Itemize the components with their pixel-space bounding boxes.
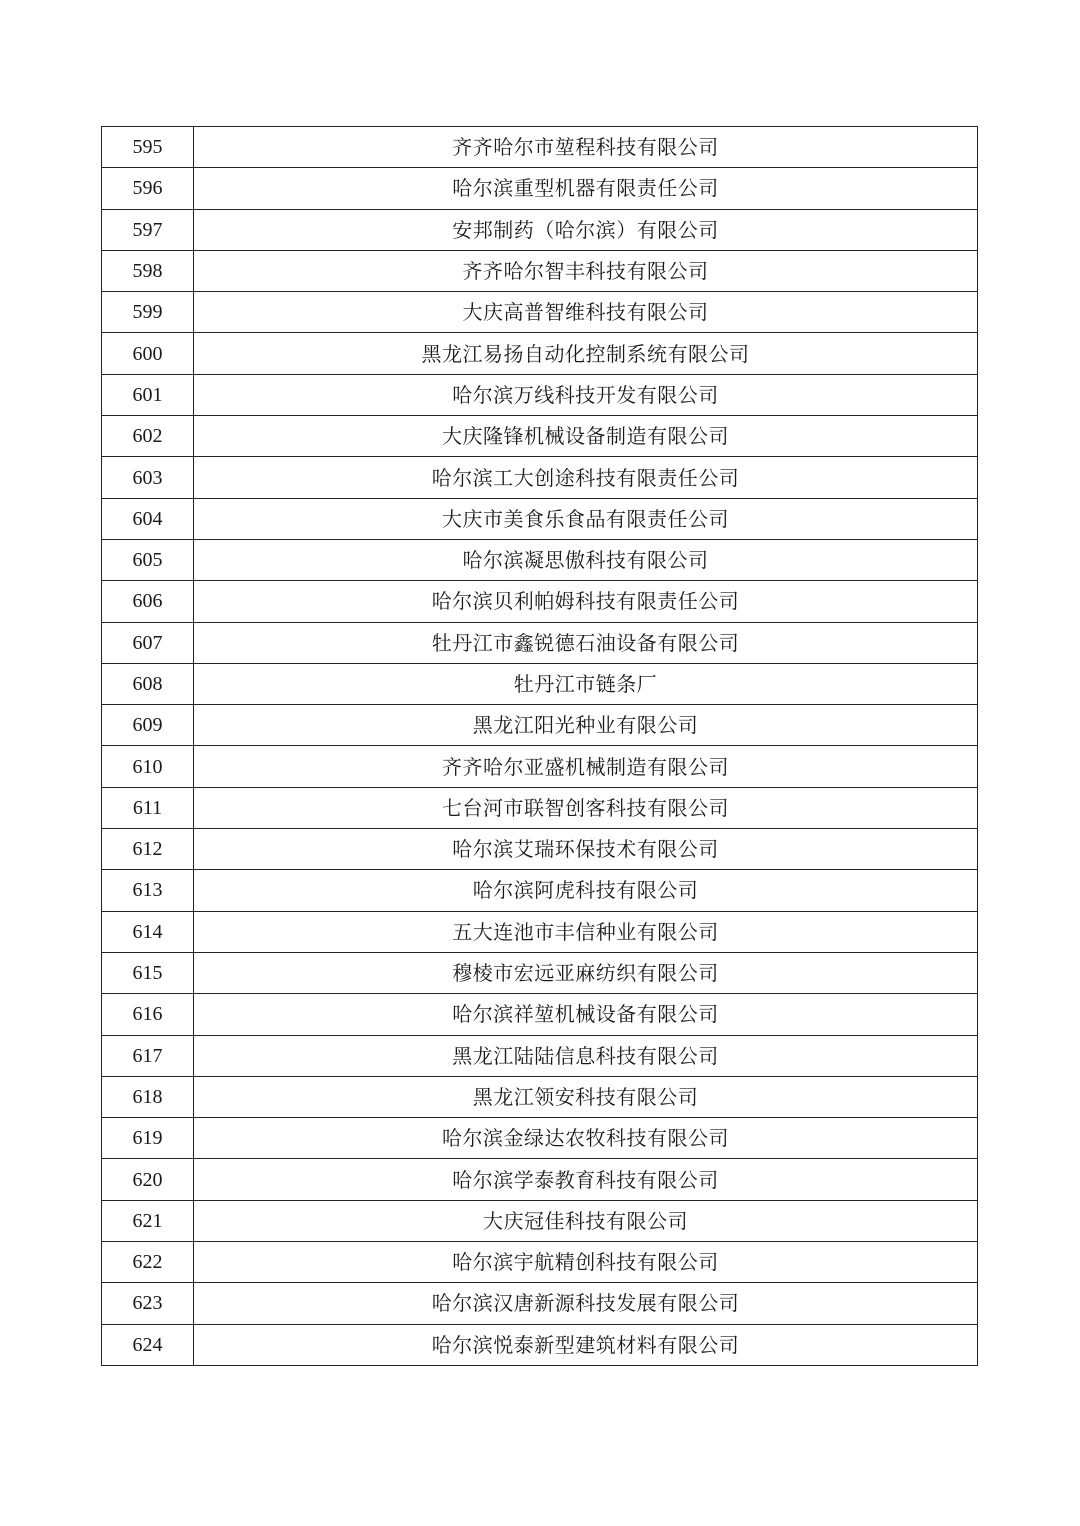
table-row: [102, 746, 978, 787]
table-row: [102, 1242, 978, 1283]
company-name: 大庆隆锋机械设备制造有限公司: [194, 416, 978, 457]
row-number: 624: [102, 1324, 194, 1365]
company-name: 牡丹江市鑫锐德石油设备有限公司: [194, 622, 978, 663]
company-name: 哈尔滨汉唐新源科技发展有限公司: [194, 1283, 978, 1324]
table-row: [102, 1324, 978, 1365]
row-number: 600: [102, 333, 194, 374]
row-number: 609: [102, 705, 194, 746]
table-row: [102, 870, 978, 911]
row-number: 595: [102, 127, 194, 168]
company-list-table: [101, 126, 978, 1366]
row-number: 617: [102, 1035, 194, 1076]
table-row: [102, 1283, 978, 1324]
company-name: 黑龙江陆陆信息科技有限公司: [194, 1035, 978, 1076]
company-name: 哈尔滨祥堃机械设备有限公司: [194, 994, 978, 1035]
company-name: 齐齐哈尔市堃程科技有限公司: [194, 127, 978, 168]
table-row: [102, 374, 978, 415]
row-number: 610: [102, 746, 194, 787]
company-name: 齐齐哈尔智丰科技有限公司: [194, 250, 978, 291]
company-name: 哈尔滨凝思傲科技有限公司: [194, 539, 978, 580]
company-name: 哈尔滨宇航精创科技有限公司: [194, 1242, 978, 1283]
row-number: 615: [102, 952, 194, 993]
row-number: 608: [102, 663, 194, 704]
row-number: 622: [102, 1242, 194, 1283]
company-name: 黑龙江领安科技有限公司: [194, 1076, 978, 1117]
table-row: [102, 168, 978, 209]
row-number: 596: [102, 168, 194, 209]
company-name: 黑龙江阳光种业有限公司: [194, 705, 978, 746]
table-row: [102, 1118, 978, 1159]
table-row: [102, 663, 978, 704]
company-name: 大庆市美食乐食品有限责任公司: [194, 498, 978, 539]
table-body: [102, 127, 978, 1366]
row-number: 603: [102, 457, 194, 498]
company-name: 哈尔滨金绿达农牧科技有限公司: [194, 1118, 978, 1159]
table-row: [102, 539, 978, 580]
table-row: [102, 1035, 978, 1076]
company-name: 哈尔滨艾瑞环保技术有限公司: [194, 829, 978, 870]
table-row: [102, 333, 978, 374]
company-name: 哈尔滨悦泰新型建筑材料有限公司: [194, 1324, 978, 1365]
row-number: 611: [102, 787, 194, 828]
table-row: [102, 787, 978, 828]
row-number: 618: [102, 1076, 194, 1117]
company-name: 哈尔滨贝利帕姆科技有限责任公司: [194, 581, 978, 622]
table-row: [102, 1076, 978, 1117]
table-row: [102, 581, 978, 622]
row-number: 620: [102, 1159, 194, 1200]
company-name: 大庆高普智维科技有限公司: [194, 292, 978, 333]
company-name: 七台河市联智创客科技有限公司: [194, 787, 978, 828]
table-row: [102, 1200, 978, 1241]
table-row: [102, 209, 978, 250]
table-row: [102, 292, 978, 333]
table-row: [102, 416, 978, 457]
table-row: [102, 127, 978, 168]
company-name: 哈尔滨阿虎科技有限公司: [194, 870, 978, 911]
company-name: 哈尔滨工大创途科技有限责任公司: [194, 457, 978, 498]
row-number: 623: [102, 1283, 194, 1324]
company-name: 哈尔滨学泰教育科技有限公司: [194, 1159, 978, 1200]
table-row: [102, 622, 978, 663]
row-number: 614: [102, 911, 194, 952]
row-number: 604: [102, 498, 194, 539]
table-row: [102, 705, 978, 746]
row-number: 606: [102, 581, 194, 622]
company-name: 五大连池市丰信种业有限公司: [194, 911, 978, 952]
company-name: 牡丹江市链条厂: [194, 663, 978, 704]
row-number: 605: [102, 539, 194, 580]
company-name: 齐齐哈尔亚盛机械制造有限公司: [194, 746, 978, 787]
row-number: 598: [102, 250, 194, 291]
row-number: 602: [102, 416, 194, 457]
row-number: 599: [102, 292, 194, 333]
company-name: 哈尔滨万线科技开发有限公司: [194, 374, 978, 415]
table-row: [102, 829, 978, 870]
table-row: [102, 250, 978, 291]
row-number: 619: [102, 1118, 194, 1159]
table-row: [102, 994, 978, 1035]
table-row: [102, 498, 978, 539]
row-number: 612: [102, 829, 194, 870]
company-name: 穆棱市宏远亚麻纺织有限公司: [194, 952, 978, 993]
row-number: 613: [102, 870, 194, 911]
company-name: 哈尔滨重型机器有限责任公司: [194, 168, 978, 209]
table-row: [102, 1159, 978, 1200]
row-number: 616: [102, 994, 194, 1035]
row-number: 597: [102, 209, 194, 250]
company-name: 黑龙江易扬自动化控制系统有限公司: [194, 333, 978, 374]
row-number: 607: [102, 622, 194, 663]
row-number: 621: [102, 1200, 194, 1241]
company-name: 大庆冠佳科技有限公司: [194, 1200, 978, 1241]
row-number: 601: [102, 374, 194, 415]
table-row: [102, 952, 978, 993]
company-name: 安邦制药（哈尔滨）有限公司: [194, 209, 978, 250]
table-row: [102, 911, 978, 952]
table-row: [102, 457, 978, 498]
